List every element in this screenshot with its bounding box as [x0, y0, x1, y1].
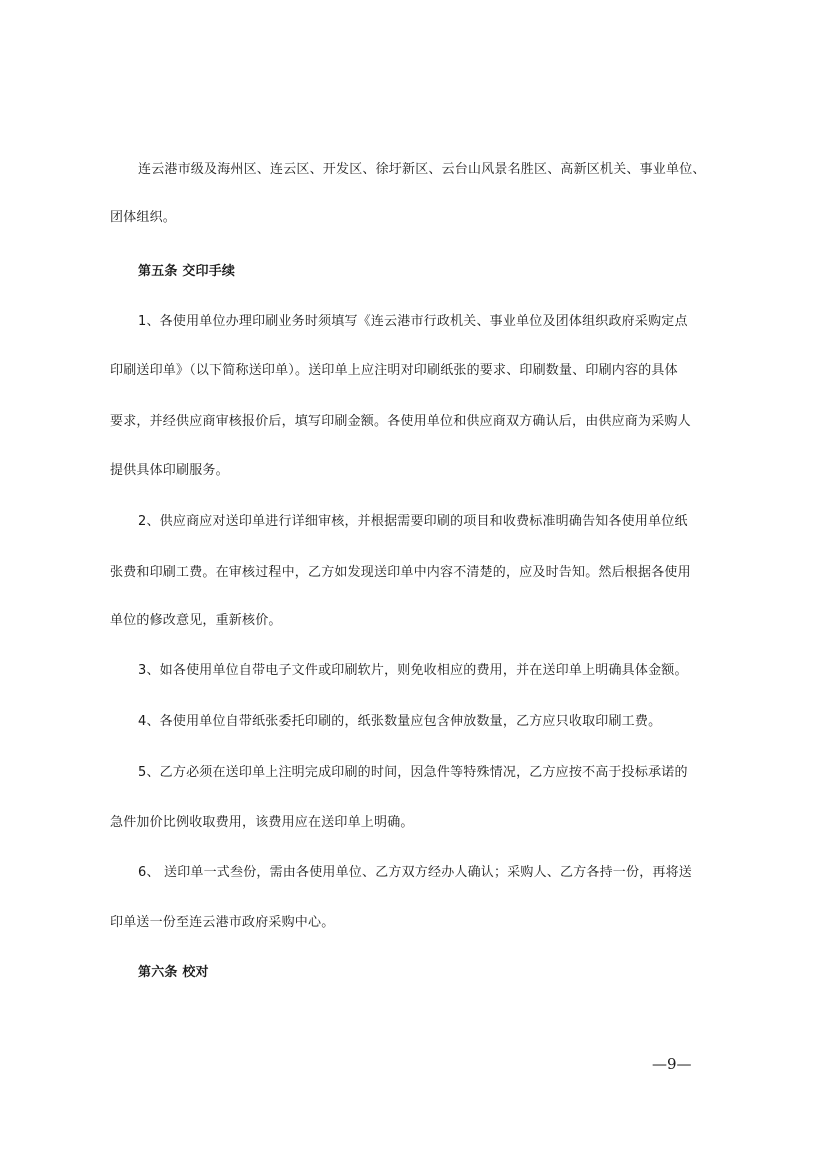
paragraph-line: 2、供应商应对送印单进行详细审核，并根据需要印刷的项目和收费标准明确告知各使用单位纸: [138, 514, 688, 529]
paragraph-line: 6、 送印单一式叁份，需由各使用单位、乙方双方经办人确认；采购人、乙方各持一份，再将送: [138, 865, 693, 880]
paragraph-line: 连云港市级及海州区、连云区、开发区、徐圩新区、云台山风景名胜区、高新区机关、事业单位、: [138, 162, 706, 177]
paragraph-line: 印单送一份至连云港市政府采购中心。: [110, 915, 335, 930]
paragraph-line: 5、乙方必须在送印单上注明完成印刷的时间，因急件等特殊情况，乙方应按不高于投标承诺的: [138, 765, 688, 780]
paragraph-line: 1、各使用单位办理印刷业务时须填写《连云港市行政机关、事业单位及团体组织政府采购定点: [138, 314, 688, 329]
section-heading: 第六条 校对: [138, 965, 209, 980]
page-number: —9—: [652, 1055, 692, 1073]
paragraph-line: 张费和印刷工费。在审核过程中，乙方如发现送印单中内容不清楚的，应及时告知。然后根据各使用: [110, 565, 691, 580]
paragraph-line: 提供具体印刷服务。: [110, 463, 229, 478]
paragraph-line: 要求，并经供应商审核报价后，填写印刷金额。各使用单位和供应商双方确认后，由供应商为采购人: [110, 414, 691, 429]
paragraph-line: 印刷送印单》（以下简称送印单）。送印单上应注明对印刷纸张的要求、印刷数量、印刷内容的具体: [110, 363, 678, 378]
paragraph-line: 3、如各使用单位自带电子文件或印刷软片，则免收相应的费用，并在送印单上明确具体金额。: [138, 663, 688, 678]
paragraph-line: 单位的修改意见，重新核价。: [110, 613, 282, 628]
paragraph-line: 团体组织。: [110, 210, 177, 225]
paragraph-line: 急件加价比例收取费用，该费用应在送印单上明确。: [110, 815, 414, 830]
section-heading: 第五条 交印手续: [138, 264, 236, 279]
paragraph-line: 4、各使用单位自带纸张委托印刷的，纸张数量应包含伸放数量，乙方应只收取印刷工费。: [138, 714, 662, 729]
